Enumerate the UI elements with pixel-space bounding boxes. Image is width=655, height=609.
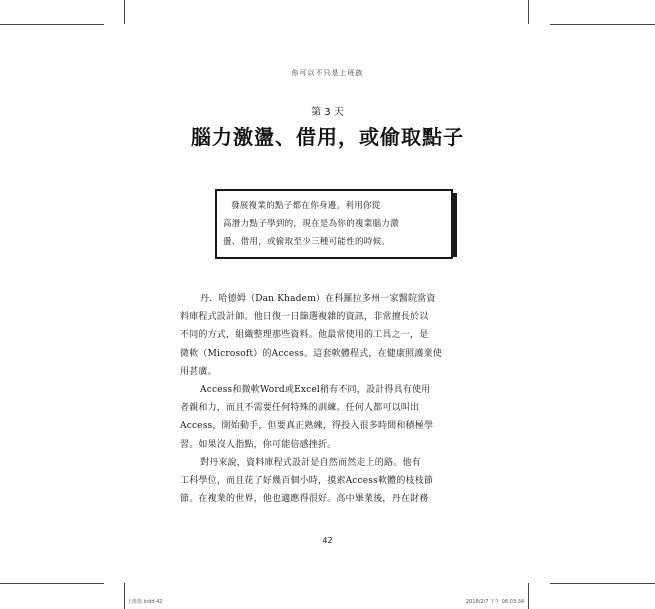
callout-box [215, 189, 453, 253]
paragraph-line: 料庫程式設計師。他日復一日篩選複雜的資訊，非常擅長於以 [180, 312, 429, 323]
crop-mark [124, 0, 125, 24]
paragraph-line: 對丹來說，資料庫程式設計是自然而然走上的路。他有 [200, 457, 421, 468]
crop-mark [528, 583, 529, 609]
callout-line: 高潛力點子學到的，現在是為你的複業腦力激 [223, 219, 400, 229]
crop-mark [0, 583, 104, 584]
paragraph-line: 習。如果沒人指點，你可能倍感挫折。 [180, 439, 337, 450]
paragraph-line: 微軟（Microsoft）的Access。這套軟體程式，在健康照護業使 [180, 348, 442, 359]
crop-mark [124, 583, 125, 609]
paragraph-line: 工科學位，而且花了好幾百個小時，摸索Access軟體的枝枝節 [180, 476, 434, 487]
paragraph-line: Access，開始動手，但要真正熟練，得投入很多時間和積極學 [180, 421, 434, 432]
running-head: 你可以不只是上班族 [291, 69, 364, 77]
chapter-title: 腦力激盪、借用，或偷取點子 [191, 125, 464, 149]
crop-mark [550, 583, 655, 584]
paragraph-line: Access和微軟Word或Excel稍有不同，設計得具有使用 [200, 385, 431, 396]
paragraph-line: 節。在複業的世界，他也適應得很好。高中畢業後，丹在財務 [180, 494, 429, 505]
paragraph-line: 丹．哈德姆（Dan Khadem）在科羅拉多州一家醫院當資 [200, 294, 436, 304]
print-slug-filename: 上班族.indd 42 [127, 599, 163, 605]
paragraph-line: 用甚廣。 [180, 366, 217, 377]
paragraph-line: 者親和力，而且不需要任何特殊的訓練。任何人都可以叫出 [180, 403, 420, 414]
crop-mark [0, 24, 104, 25]
print-slug-timestamp: 2018/2/7 下午 06:03:34 [466, 599, 525, 605]
crop-mark [550, 24, 655, 25]
chapter-day-label: 第 3 天 [311, 107, 344, 118]
callout-content [215, 189, 453, 259]
crop-mark [528, 0, 529, 24]
page-number: 42 [322, 536, 333, 545]
paragraph-line: 不同的方式，組織整理那些資料。他最常使用的工具之一，是 [180, 330, 429, 341]
callout-line: 盪、借用，或偷取至少三種可能性的時候。 [223, 237, 391, 247]
body-text [180, 290, 480, 508]
callout-line: 發展複業的點子都在你身邊。利用你從 [231, 201, 381, 211]
